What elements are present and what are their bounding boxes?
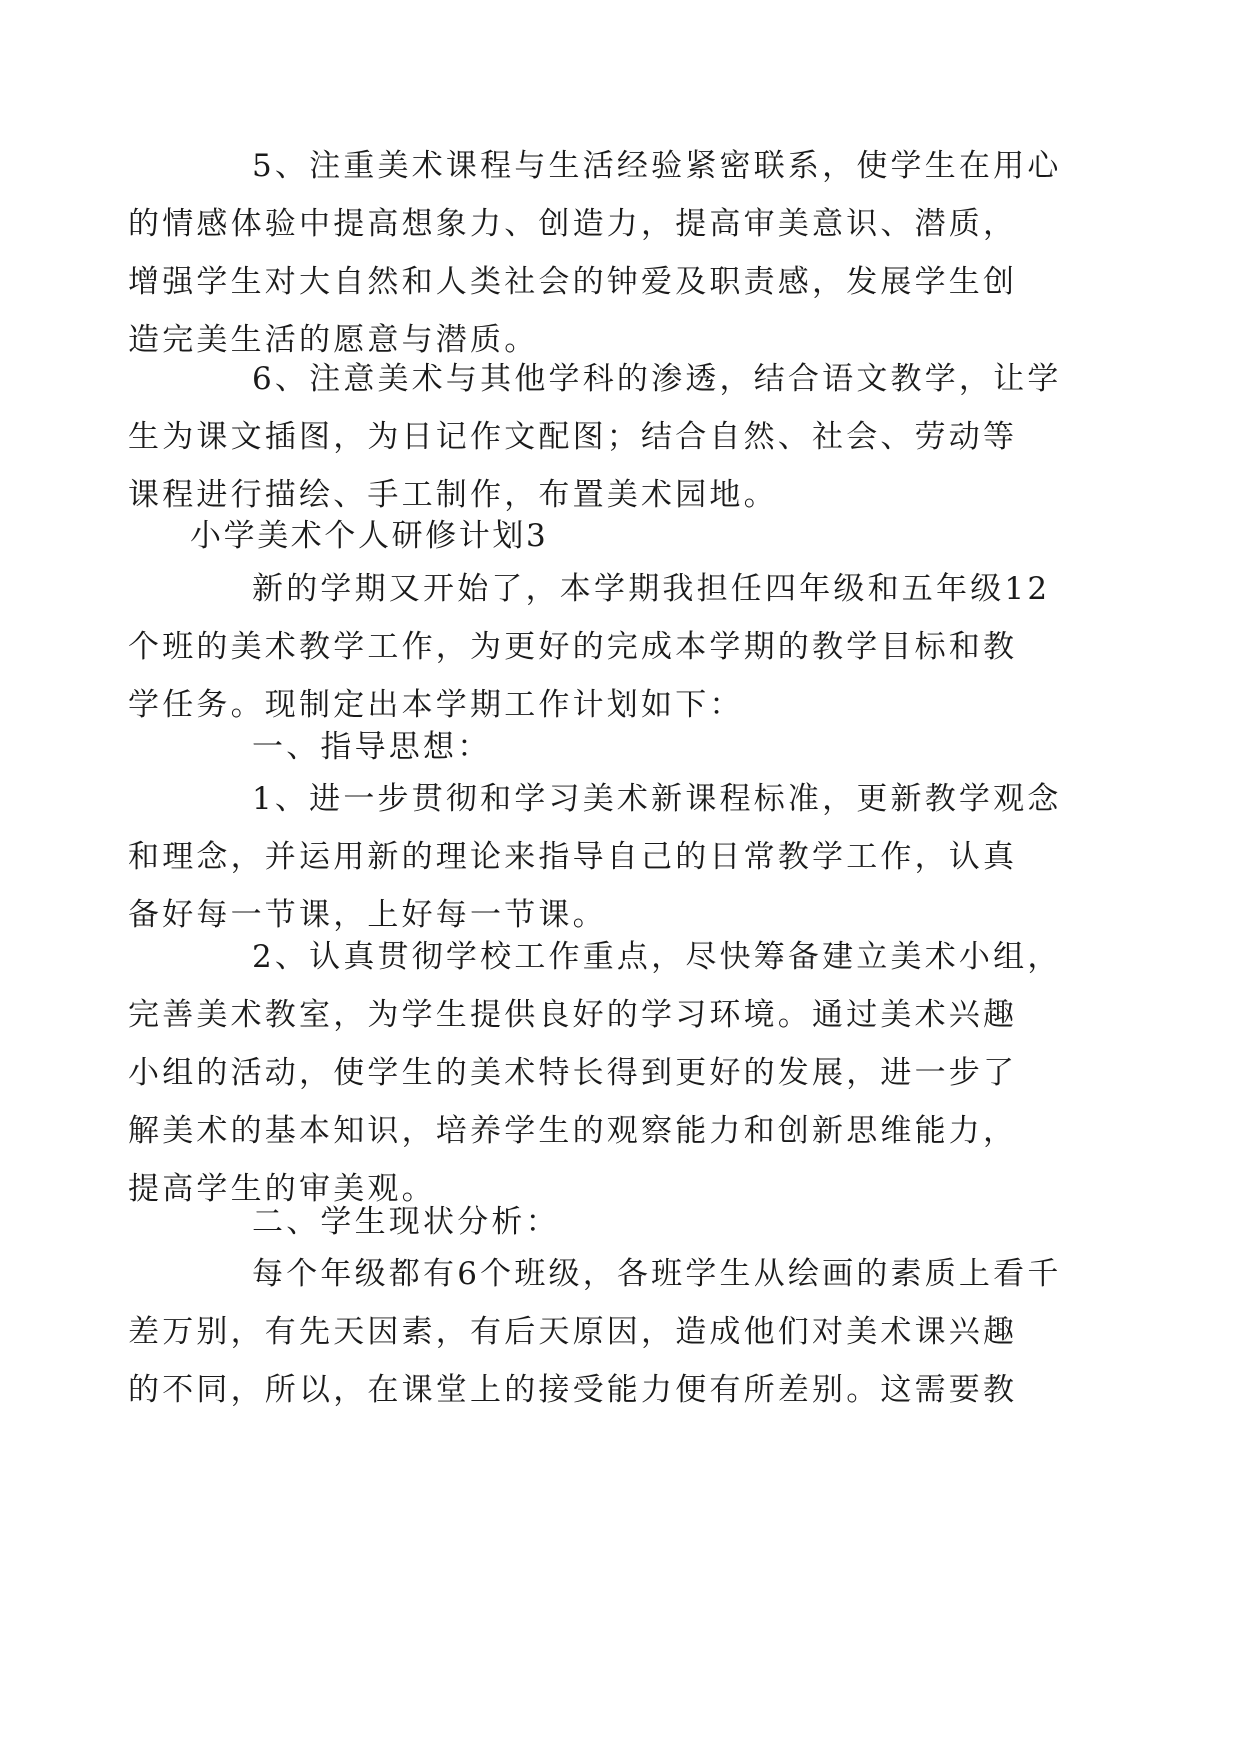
paragraph-item-5 (128, 137, 1062, 369)
text-line: 2、认真贯彻学校工作重点，尽快筹备建立美术小组， (252, 939, 1062, 975)
text-line: 小组的活动，使学生的美术特长得到更好的发展，进一步了 (128, 1055, 1018, 1091)
text-line: 备好每一节课，上好每一节课。 (128, 897, 607, 933)
heading-guiding-thought (190, 718, 1050, 776)
text-line: 生为课文插图，为日记作文配图；结合自然、社会、劳动等 (128, 419, 1018, 455)
heading-student-analysis (190, 1193, 1050, 1251)
text-line: 造完美生活的愿意与潜质。 (128, 322, 539, 358)
heading-text: 二、学生现状分析： (252, 1204, 560, 1240)
text-line: 完善美术教室，为学生提供良好的学习环境。通过美术兴趣 (128, 997, 1018, 1033)
paragraph-item-6 (128, 350, 1062, 524)
paragraph-guiding-item-1 (128, 770, 1062, 944)
text-line: 和理念，并运用新的理论来指导自己的日常教学工作，认真 (128, 839, 1018, 875)
paragraph-guiding-item-2 (128, 928, 1062, 1218)
heading-text: 一、指导思想： (252, 729, 492, 765)
text-line: 1、进一步贯彻和学习美术新课程标准，更新教学观念 (252, 781, 1062, 817)
paragraph-student-analysis (128, 1245, 1062, 1419)
text-line: 个班的美术教学工作，为更好的完成本学期的教学目标和教 (128, 629, 1018, 665)
section-title-text: 小学美术个人研修计划3 (190, 518, 549, 554)
text-line: 课程进行描绘、手工制作，布置美术园地。 (128, 477, 778, 513)
text-line: 解美术的基本知识，培养学生的观察能力和创新思维能力， (128, 1113, 1018, 1149)
section-title (190, 507, 1050, 565)
text-line: 新的学期又开始了，本学期我担任四年级和五年级12 (252, 571, 1051, 607)
text-line: 增强学生对大自然和人类社会的钟爱及职责感，发展学生创 (128, 264, 1018, 300)
text-line: 的不同，所以，在课堂上的接受能力便有所差别。这需要教 (128, 1372, 1018, 1408)
text-line: 的情感体验中提高想象力、创造力，提高审美意识、潜质， (128, 206, 1018, 242)
text-line: 学任务。现制定出本学期工作计划如下： (128, 687, 744, 723)
text-line: 差万别，有先天因素，有后天原因，造成他们对美术课兴趣 (128, 1314, 1018, 1350)
text-line: 提高学生的审美观。 (128, 1171, 436, 1207)
paragraph-intro (128, 560, 1051, 734)
text-line: 每个年级都有6个班级，各班学生从绘画的素质上看千 (252, 1256, 1062, 1292)
text-line: 6、注意美术与其他学科的渗透，结合语文教学，让学 (252, 361, 1062, 397)
text-line: 5、注重美术课程与生活经验紧密联系，使学生在用心 (252, 148, 1062, 184)
